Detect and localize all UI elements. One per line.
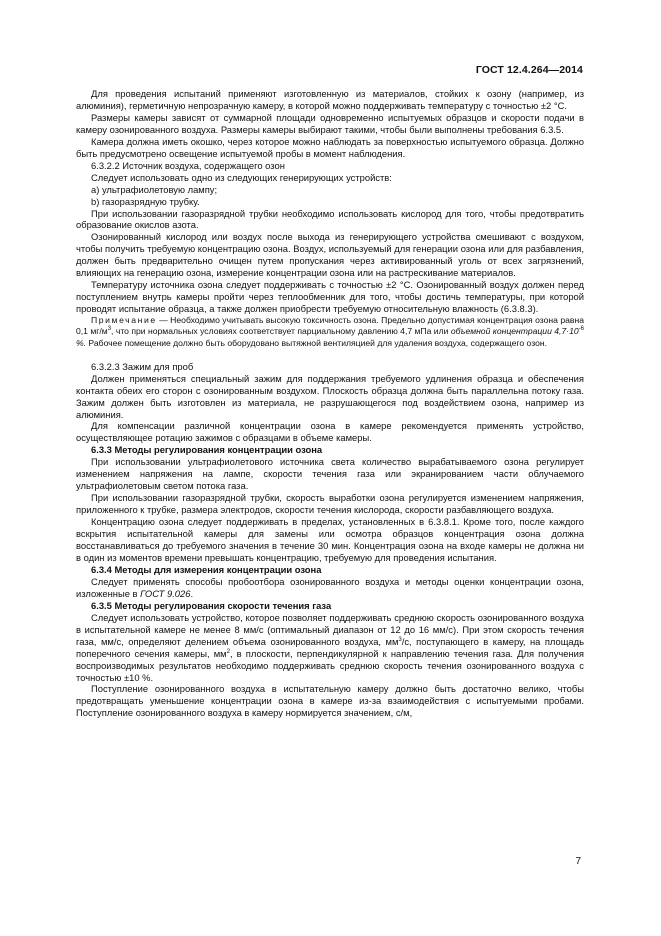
document-code-header: ГОСТ 12.4.264—2014 bbox=[475, 64, 583, 76]
paragraph: Температуру источника озона следует поддерживать с точностью ±2 °С. Озонированный воздух должен перед поступлением внутрь камеры пройти через теплообменник для того, чтобы достичь температуры, при которой проводят испытание образца, а также должен приобрести требуемую относительную влажность (6.3.8.3). bbox=[76, 279, 584, 315]
list-item: a) ультрафиолетовую лампу; bbox=[91, 183, 218, 195]
note-paragraph: Примечание — Необходимо учитывать высокую токсичность озона. Предельно допустимая концентрация озона равна 0,1 $мг/м^3$, что при нормальных условиях соответствует парциальному давлению 4,7 мПа или объемной концентрации $4,7\cdot 10^{-6}$ %. Рабочее помещение должно быть оборудовано вытяжной вентиляцией для удаления воздуха, содержащего озон. bbox=[76, 315, 584, 348]
paragraph: Озонированный кислород или воздух после выхода из генерирующего устройства смешивают с воздухом, чтобы получить требуемую концентрацию озона. Воздух, используемый для генерации озона или для разбавления, должен быть предварительно очищен путем пропускания через активированный уголь от всех загрязнений, влияющих на генерацию озона, измерение концентрации озона или на растрескивание материалов. bbox=[76, 231, 584, 279]
section-heading-6-3-2-2: 6.3.2.2 Источник воздуха, содержащего озон bbox=[91, 159, 285, 171]
paragraph: При использовании газоразрядной трубки необходимо использовать кислород для того, чтобы предотвратить образование окислов азота. bbox=[76, 207, 584, 231]
section-heading-6-3-2-3: 6.3.2.3 Зажим для проб bbox=[91, 360, 194, 372]
standard-reference: ГОСТ 9.026 bbox=[140, 587, 191, 599]
section-heading-6-3-5: 6.3.5 Методы регулирования скорости течения газа bbox=[91, 599, 332, 611]
note-label: Примечание bbox=[91, 315, 157, 326]
paragraph: Размеры камеры зависят от суммарной площади одновременно испытуемых образцов и скорости подачи в камеру озонированного воздуха. Размеры камеры выбирают такими, чтобы были выполнены требования 6.3.5. bbox=[76, 111, 584, 135]
paragraph: При использовании газоразрядной трубки, скорость выработки озона регулируется изменением напряжения, приложенного к трубке, размера электродов, скорости течения кислорода, скорости разбавляющего воздуха. bbox=[76, 492, 584, 516]
page-body bbox=[76, 88, 584, 719]
paragraph: Камера должна иметь окошко, через которое можно наблюдать за поверхностью испытуемого образца. Должно быть предусмотрено освещение испытуемой пробы в момент наблюдения. bbox=[76, 135, 584, 159]
paragraph: Следует использовать одно из следующих генерирующих устройств: bbox=[91, 171, 392, 183]
section-heading-6-3-4: 6.3.4 Методы для измерения концентрации озона bbox=[91, 563, 322, 575]
page-number: 7 bbox=[575, 856, 581, 867]
paragraph: Следует использовать устройство, которое позволяет поддерживать среднюю скорость озонированного воздуха в испытательной камере не менее 8 мм/с (оптимальный диапазон от 12 до 16 мм/с). При этом скорость течения газа, мм/с, определяют делением объема озонированного воздуха, $мм^3/с$, поступающего в камеру, на площадь поперечного сечения камеры, $мм^2$, в плоскости, перпендикулярной к направлению течения газа. Для получения воспроизводимых результатов необходимо поддерживать среднюю скорость течения озонированного воздуха с точностью ±10 %. bbox=[76, 611, 584, 683]
paragraph: Должен применяться специальный зажим для поддержания требуемого удлинения образца и обеспечения контакта обеих его сторон с озонированным воздухом. Плоскость образца должна быть параллельна потоку газа. Зажим должен быть изготовлен из материала, не разрушающегося под воздействием озона, например из алюминия. bbox=[76, 372, 584, 420]
paragraph: Следует применять способы пробоотбора озонированного воздуха и методы оценки концентрации озона, изложенные в ГОСТ 9.026. bbox=[76, 575, 584, 599]
paragraph: Концентрацию озона следует поддерживать в пределах, установленных в 6.3.8.1. Кроме того, после каждого вскрытия испытательной камеры для замены или осмотра образцов концентрация озона должна восстанавливаться до требуемого значения в течение 30 мин. Концентрация озона на входе камеры не должна ни в один из моментов времени превышать концентрацию, требуемую для проведения испытания. bbox=[76, 516, 584, 563]
paragraph: Для проведения испытаний применяют изготовленную из материалов, стойких к озону (например, из алюминия), герметичную непрозрачную камеру, в которой можно поддерживать температуру с точностью ±2 °С. bbox=[76, 88, 584, 111]
paragraph: Для компенсации различной концентрации озона в камере рекомендуется применять устройство, осуществляющее ротацию зажимов с образцами в объеме камеры. bbox=[76, 420, 584, 444]
section-heading-6-3-3: 6.3.3 Методы регулирования концентрации озона bbox=[91, 444, 323, 456]
paragraph: При использовании ультрафиолетового источника света количество вырабатываемого озона регулирует изменением напряжения на лампе, скорости течения газа или экранированием части облучаемого ультрафиолетовым светом потока газа. bbox=[76, 456, 584, 492]
list-item: b) газоразрядную трубку. bbox=[91, 195, 200, 207]
spacer bbox=[76, 349, 584, 361]
paragraph: Поступление озонированного воздуха в испытательную камеру должно быть достаточно велико, чтобы предотвращать уменьшение концентрации озона в камере из-за взаимодействия с испытуемыми пробами. Поступление озонированного воздуха в камеру нормируется значением, с/м, bbox=[76, 683, 584, 719]
